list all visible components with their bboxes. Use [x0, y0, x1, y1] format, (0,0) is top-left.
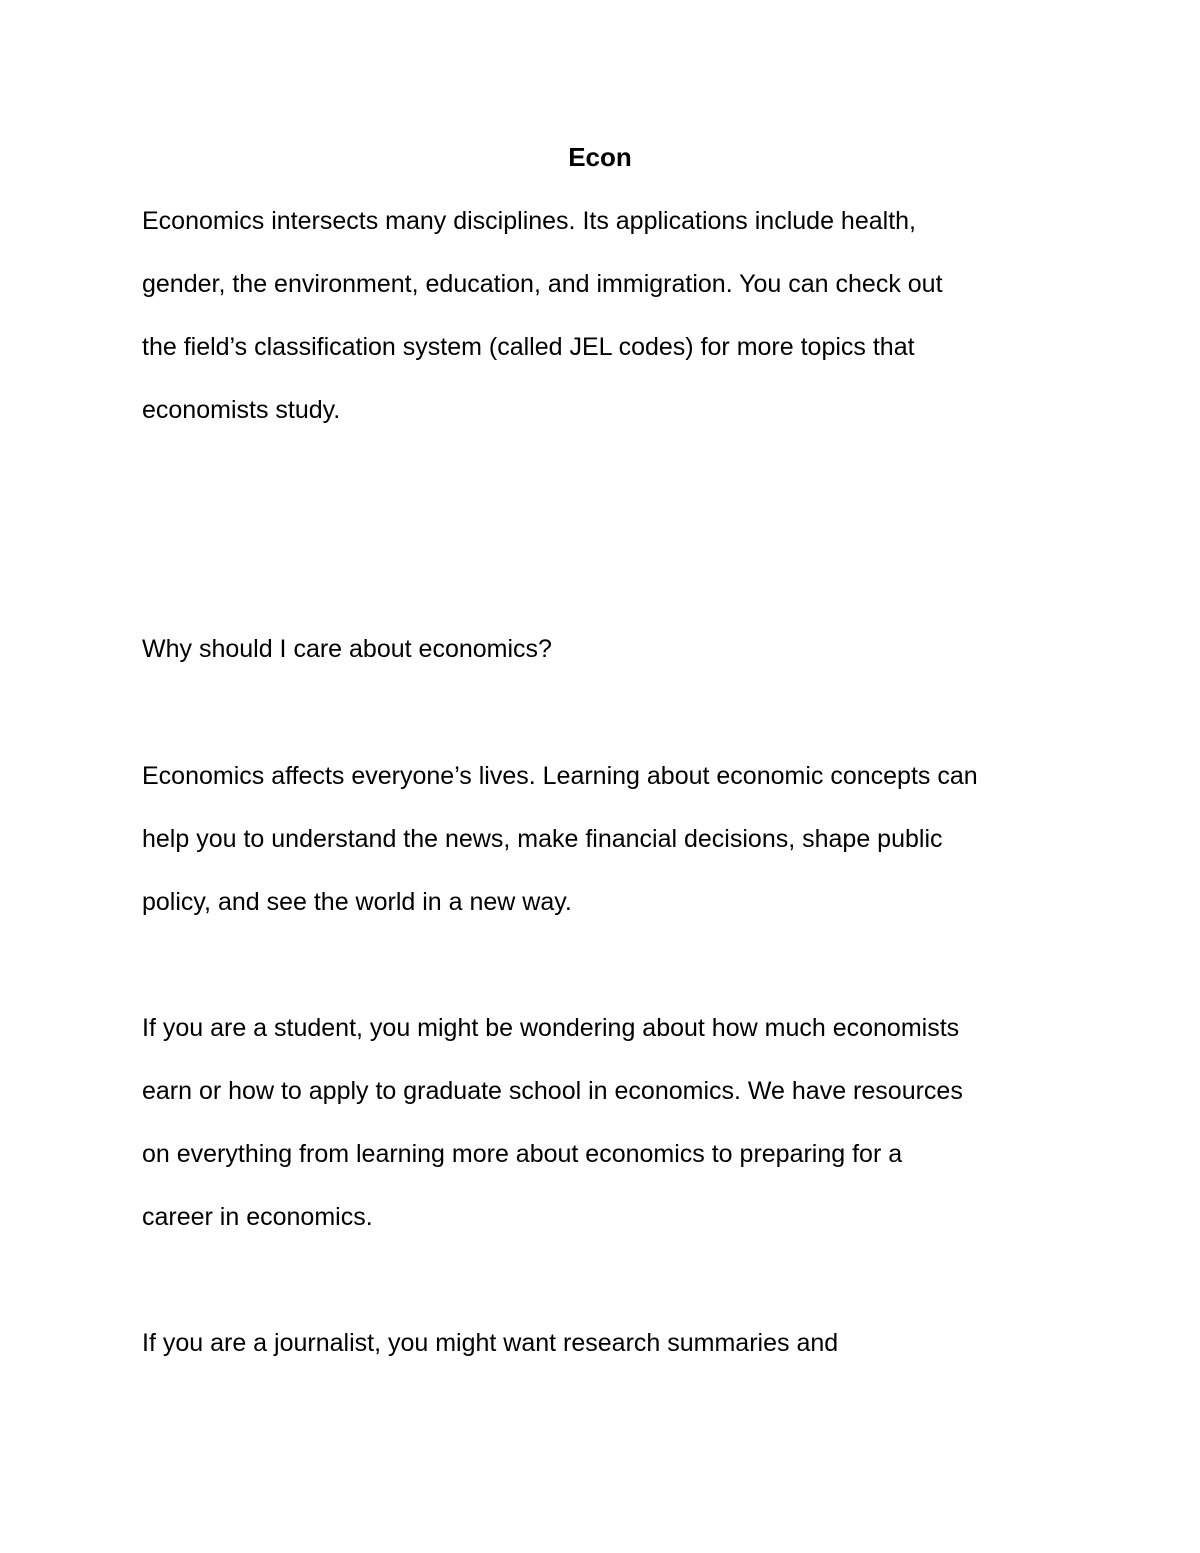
paragraph-student: [142, 997, 963, 1249]
paragraph-line: policy, and see the world in a new way.: [142, 888, 572, 916]
paragraph-line: Economics affects everyone’s lives. Learning about economic concepts can: [142, 762, 978, 790]
paragraph-line: gender, the environment, education, and immigration. You can check out: [142, 270, 943, 298]
paragraph-why-care: [142, 745, 978, 934]
paragraph-line: Economics intersects many disciplines. Its applications include health,: [142, 207, 916, 235]
paragraph-line: If you are a journalist, you might want research summaries and: [142, 1329, 839, 1357]
paragraph-journalist: [142, 1312, 838, 1375]
paragraph-line: on everything from learning more about economics to preparing for a: [142, 1140, 903, 1168]
paragraph-line: help you to understand the news, make financial decisions, shape public: [142, 825, 943, 853]
paragraph-line: the field’s classification system (called JEL codes) for more topics that: [142, 333, 915, 361]
paragraph-line: career in economics.: [142, 1203, 373, 1231]
paragraph-line: earn or how to apply to graduate school in economics. We have resources: [142, 1077, 963, 1105]
paragraph-line: If you are a student, you might be wondering about how much economists: [142, 1014, 960, 1042]
document-title: Econ: [568, 142, 632, 172]
paragraph-line: economists study.: [142, 396, 341, 424]
question-line: Why should I care about economics?: [142, 635, 552, 663]
section-question: [142, 618, 552, 681]
paragraph-intro: [142, 190, 943, 442]
